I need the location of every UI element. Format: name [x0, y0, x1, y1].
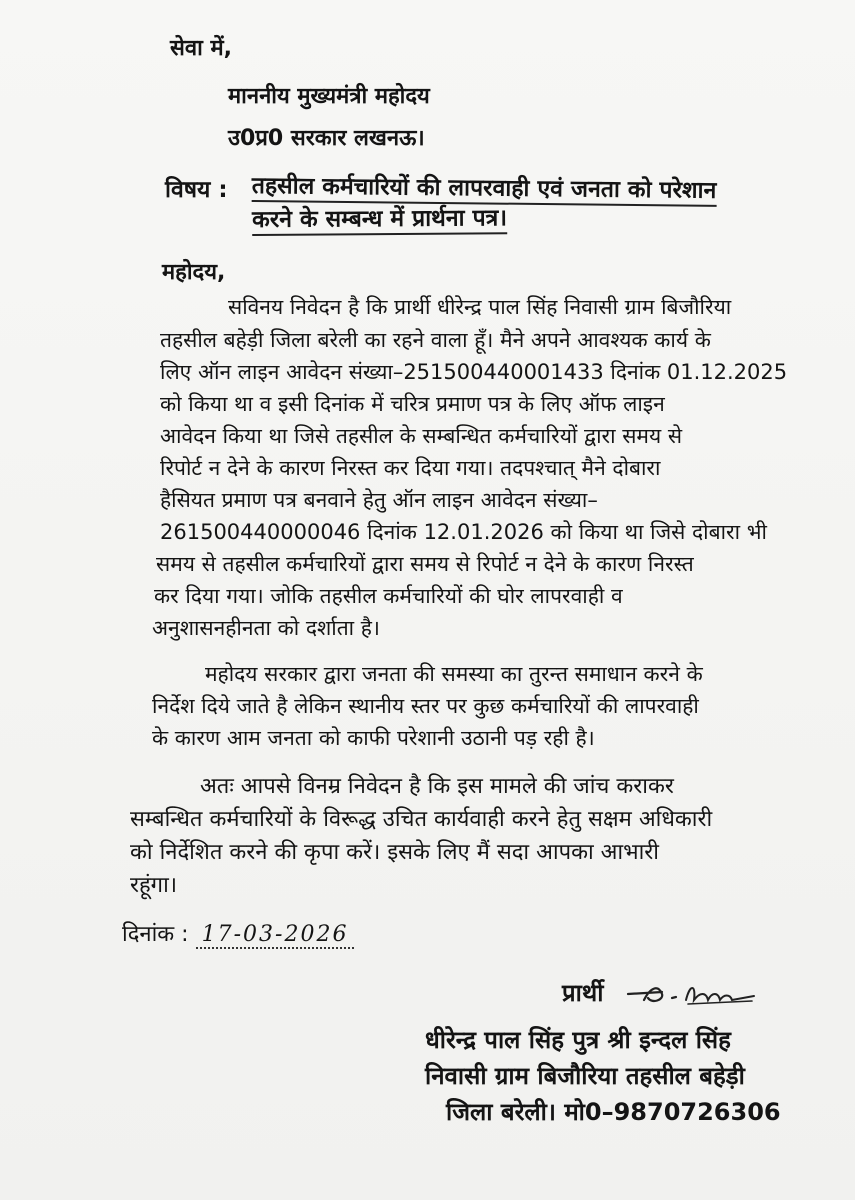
paragraph-1-line: हैसियत प्रमाण पत्र बनवाने हेतु ऑन लाइन आवेदन संख्या– [160, 488, 598, 512]
applicant-district-phone-line: जिला बरेली। मो0–9870726306 [446, 1098, 781, 1126]
paragraph-1-line: अनुशासनहीनता को दर्शाता है। [152, 616, 380, 640]
paragraph-1-line: आवेदन किया था जिसे तहसील के सम्बन्धित कर्मचारियों द्वारा समय से [160, 424, 683, 448]
paragraph-2-line: निर्देश दिये जाते है लेकिन स्थानीय स्तर पर कुछ कर्मचारियों की लापरवाही [152, 694, 699, 718]
paragraph-1-line: लिए ऑन लाइन आवेदन संख्या–251500440001433 दिनांक 01.12.2025 [160, 360, 788, 384]
subject-line-1 [252, 168, 717, 205]
date-value: 17-03-2026 [196, 922, 355, 949]
applicant-address-line: निवासी ग्राम बिजौरिया तहसील बहेड़ी [425, 1062, 745, 1090]
subject-line-2-text: करने के सम्बन्ध में प्रार्थना पत्र। [252, 205, 507, 236]
paragraph-2-line: महोदय सरकार द्वारा जनता की समस्या का तुरन्त समाधान करने के [205, 662, 703, 686]
date-label: दिनांक : [122, 922, 189, 947]
paragraph-1-line: समय से तहसील कर्मचारियों द्वारा समय से रिपोर्ट न देने के कारण निरस्त [156, 552, 694, 576]
addressee-line-2: उ0प्र0 सरकार लखनऊ। [228, 126, 425, 151]
date-row [122, 918, 354, 948]
paragraph-1-line: तहसील बहेड़ी जिला बरेली का रहने वाला हूँ। मैने अपने आवश्यक कार्य के [160, 328, 711, 352]
paragraph-3-line: अतः आपसे विनम्र निवेदन है कि इस मामले की जांच कराकर [200, 774, 674, 799]
addressee-line-1: माननीय मुख्यमंत्री महोदय [228, 84, 430, 109]
subject-line-2 [252, 200, 507, 234]
greeting: महोदय, [162, 260, 226, 285]
subject-label: विषय : [165, 177, 228, 203]
subject-line-1-text: तहसील कर्मचारियों की लापरवाही एवं जनता को परेशान [252, 173, 717, 207]
applicant-name-line: धीरेन्द्र पाल सिंह पुत्र श्री इन्दल सिंह [425, 1026, 731, 1054]
handwritten-signature [622, 970, 772, 1010]
paragraph-1-line: 261500440000046 दिनांक 12.01.2026 को किया था जिसे दोबारा भी [160, 520, 767, 544]
paragraph-1-line: कर दिया गया। जोकि तहसील कर्मचारियों की घोर लापरवाही व [154, 584, 623, 608]
paragraph-1-line: को किया था व इसी दिनांक में चरित्र प्रमाण पत्र के लिए ऑफ लाइन [160, 392, 665, 416]
salutation-to: सेवा में, [170, 36, 232, 61]
paragraph-1-line: रिपोर्ट न देने के कारण निरस्त कर दिया गया। तदपश्चात् मैने दोबारा [160, 456, 661, 480]
paragraph-2-line: के कारण आम जनता को काफी परेशानी उठानी पड़ रही है। [152, 726, 595, 750]
paragraph-3-line: रहूंगा। [130, 873, 178, 898]
paragraph-3-line: को निर्देशित करने की कृपा करें। इसके लिए मैं सदा आपका आभारी [130, 840, 660, 865]
paragraph-3-line: सम्बन्धित कर्मचारियों के विरूद्ध उचित कार्यवाही करने हेतु सक्षम अधिकारी [130, 807, 713, 832]
signature-label: प्रार्थी [562, 979, 604, 1007]
paragraph-1-line: सविनय निवेदन है कि प्रार्थी धीरेन्द्र पाल सिंह निवासी ग्राम बिजौरिया [228, 295, 732, 319]
